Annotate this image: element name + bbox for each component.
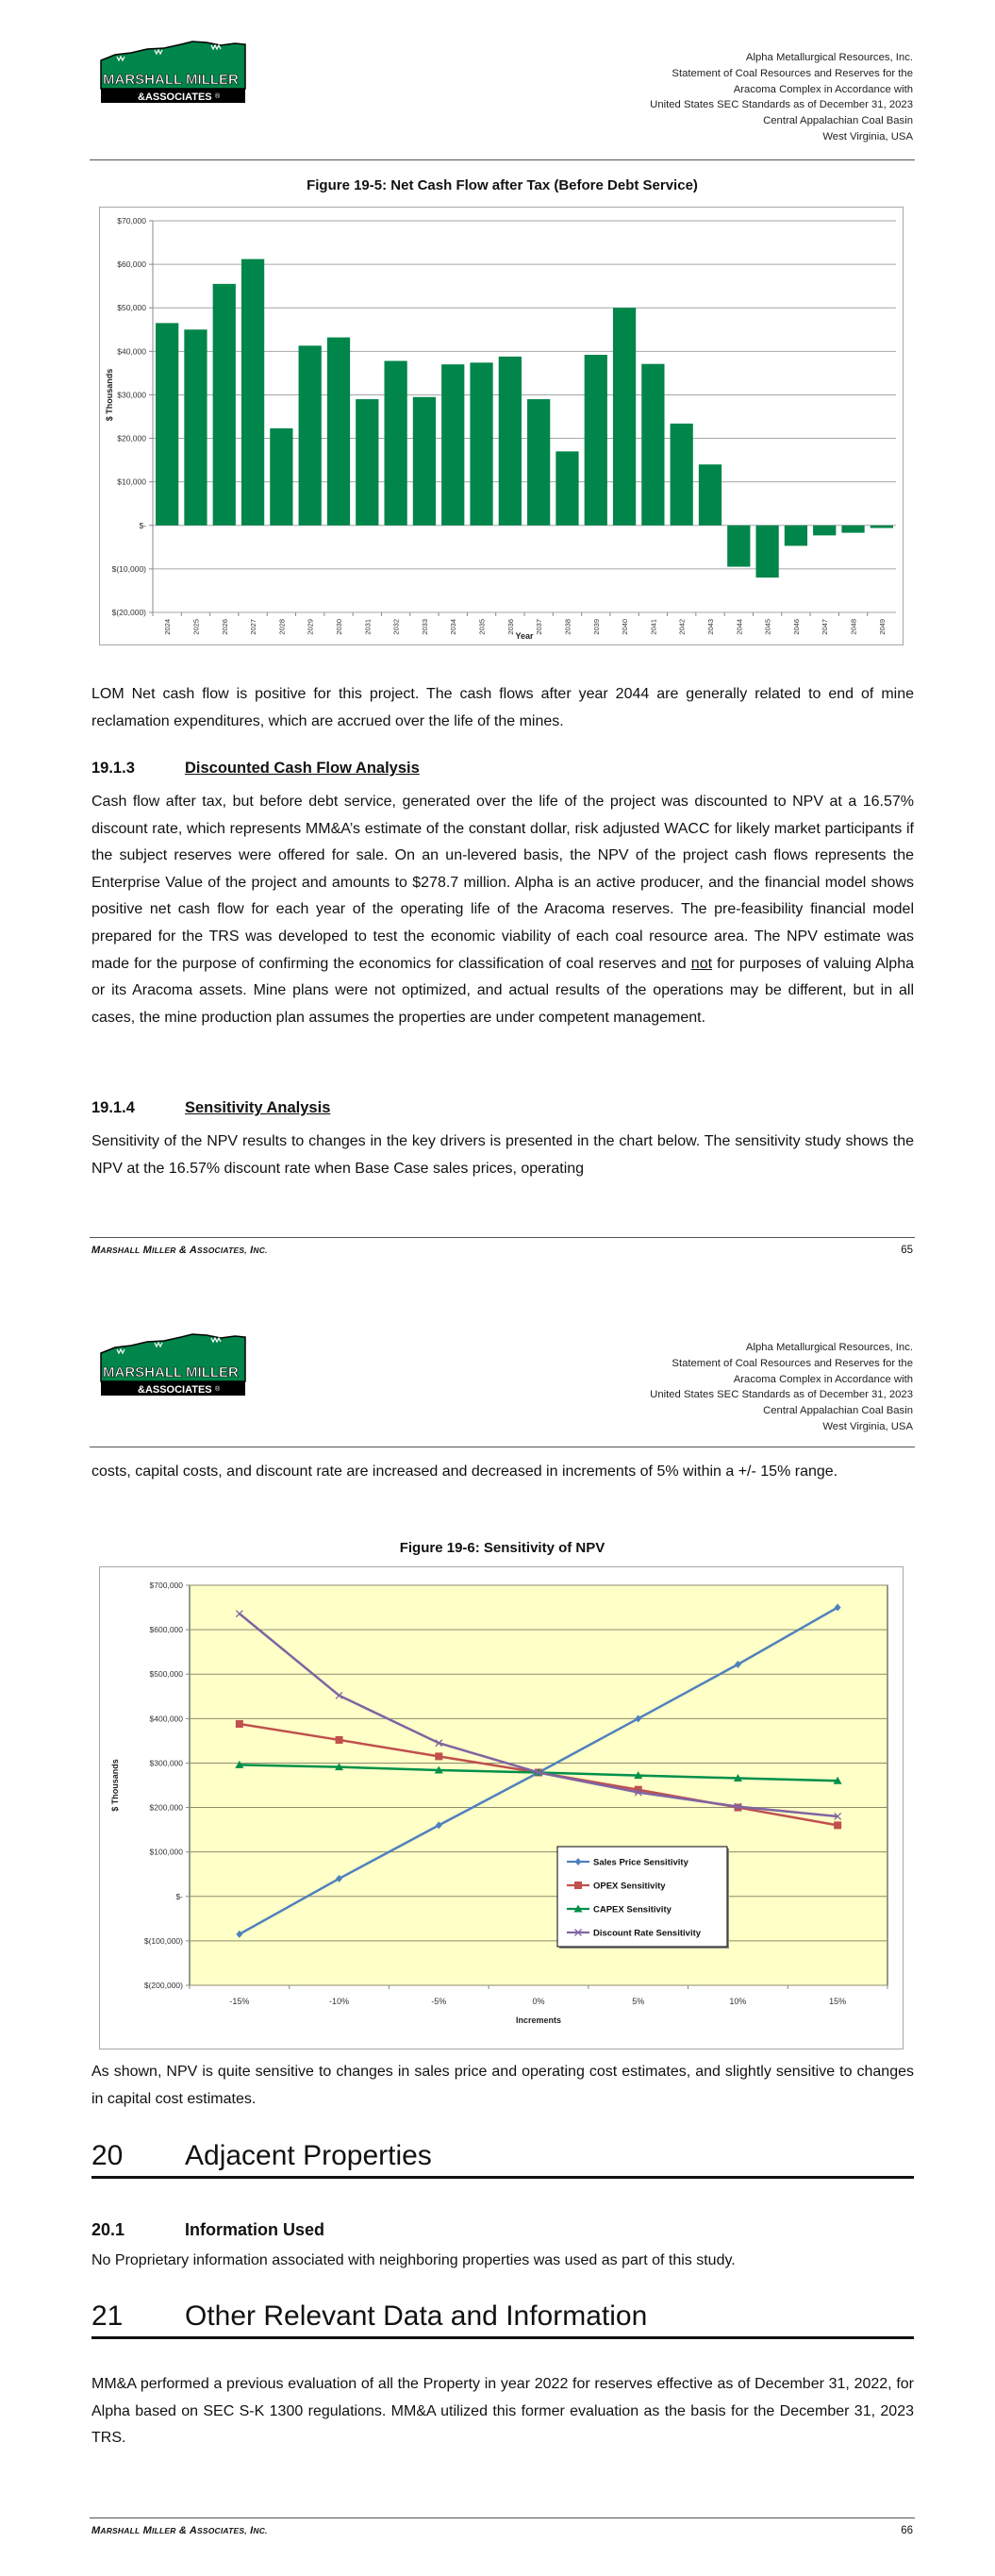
svg-text:$40,000: $40,000 bbox=[117, 346, 146, 357]
paragraph-sensitivity-conclusion: As shown, NPV is quite sensitive to changes in sales price and operating cost estimates, and slightly sensitive to changes in capital cost estimates. bbox=[91, 2064, 914, 2107]
svg-text:2048: 2048 bbox=[849, 619, 858, 635]
svg-text:2036: 2036 bbox=[506, 619, 515, 635]
svg-text:2037: 2037 bbox=[535, 619, 544, 635]
header-line: Central Appalachian Coal Basin bbox=[763, 1405, 913, 1417]
svg-text:Year: Year bbox=[515, 631, 534, 641]
footer-divider bbox=[90, 1237, 915, 1238]
svg-text:2041: 2041 bbox=[649, 619, 658, 635]
page-number: 66 bbox=[901, 2525, 913, 2536]
svg-text:Sales Price Sensitivity: Sales Price Sensitivity bbox=[593, 1857, 688, 1868]
paragraph-information-used: No Proprietary information associated with neighboring properties was used as part of this study. bbox=[91, 2252, 736, 2268]
svg-text:$200,000: $200,000 bbox=[149, 1802, 183, 1813]
svg-text:-5%: -5% bbox=[431, 1997, 447, 2006]
svg-text:OPEX Sensitivity: OPEX Sensitivity bbox=[593, 1881, 666, 1892]
header-line: Central Appalachian Coal Basin bbox=[763, 115, 913, 127]
net-cash-flow-bar-chart bbox=[99, 207, 904, 645]
svg-text:&ASSOCIATES: &ASSOCIATES bbox=[138, 1384, 212, 1396]
svg-text:2031: 2031 bbox=[363, 619, 373, 635]
svg-text:$(10,000): $(10,000) bbox=[111, 563, 146, 574]
page-66 bbox=[0, 1293, 995, 2576]
svg-text:2028: 2028 bbox=[277, 619, 287, 635]
header-company: Alpha Metallurgical Resources, Inc. bbox=[745, 1342, 913, 1353]
header-line: Aracoma Complex in Accordance with bbox=[733, 1373, 913, 1385]
svg-text:Discount Rate Sensitivity: Discount Rate Sensitivity bbox=[593, 1928, 702, 1939]
svg-text:$70,000: $70,000 bbox=[117, 216, 146, 226]
svg-text:2045: 2045 bbox=[763, 619, 772, 635]
svg-text:5%: 5% bbox=[632, 1997, 645, 2006]
document-header bbox=[650, 50, 913, 145]
svg-text:2046: 2046 bbox=[791, 619, 801, 635]
svg-text:2025: 2025 bbox=[191, 619, 201, 635]
heading-20-1: 20.1 Information Used bbox=[91, 2220, 325, 2239]
svg-text:®: ® bbox=[215, 1386, 221, 1393]
header-line: United States SEC Standards as of December 31, 2023 bbox=[650, 1389, 913, 1401]
svg-text:$-: $- bbox=[139, 520, 146, 530]
svg-text:2042: 2042 bbox=[677, 619, 687, 635]
header-line: Statement of Coal Resources and Reserves for the bbox=[672, 67, 913, 79]
document-header bbox=[650, 1340, 913, 1435]
svg-text:$50,000: $50,000 bbox=[117, 303, 146, 313]
marshall-miller-logo bbox=[98, 1332, 247, 1403]
svg-text:2049: 2049 bbox=[877, 619, 887, 635]
svg-text:&ASSOCIATES: &ASSOCIATES bbox=[138, 92, 212, 103]
header-line: Statement of Coal Resources and Reserves for the bbox=[672, 1357, 913, 1369]
npv-sensitivity-line-chart bbox=[99, 1566, 904, 2049]
figure-19-5-title: Figure 19-5: Net Cash Flow after Tax (Before Debt Service) bbox=[307, 177, 698, 193]
svg-text:2034: 2034 bbox=[449, 619, 458, 635]
header-line: West Virginia, USA bbox=[822, 1420, 913, 1432]
svg-text:2027: 2027 bbox=[249, 619, 258, 635]
svg-text:$300,000: $300,000 bbox=[149, 1758, 183, 1768]
paragraph-lom-net-cash-flow: LOM Net cash flow is positive for this project. The cash flows after year 2044 are generally related to end of mine reclamation expenditures, which are accrued over the life of the mines. bbox=[91, 686, 914, 729]
paragraph-other-relevant-data: MM&A performed a previous evaluation of all the Property in year 2022 for reserves effective as of December 31, 2022, for Alpha based on SEC S-K 1300 regulations. MM&A utilized this former evaluation as the basis for the December 31, 2023 TRS. bbox=[91, 2376, 914, 2447]
svg-text:2038: 2038 bbox=[563, 619, 572, 635]
heading-section-21: 21 Other Relevant Data and Information bbox=[91, 2300, 914, 2339]
header-company: Alpha Metallurgical Resources, Inc. bbox=[745, 52, 913, 63]
page-number: 65 bbox=[901, 1245, 913, 1256]
svg-text:2026: 2026 bbox=[220, 619, 229, 635]
paragraph-sensitivity-range: costs, capital costs, and discount rate are increased and decreased in increments of 5% within a +/- 15% range. bbox=[91, 1464, 838, 1480]
svg-text:2044: 2044 bbox=[735, 619, 744, 635]
svg-text:$100,000: $100,000 bbox=[149, 1847, 183, 1857]
svg-text:2032: 2032 bbox=[391, 619, 401, 635]
header-line: United States SEC Standards as of December 31, 2023 bbox=[650, 99, 913, 111]
svg-text:®: ® bbox=[215, 93, 221, 100]
svg-text:-15%: -15% bbox=[229, 1997, 250, 2006]
svg-text:$600,000: $600,000 bbox=[149, 1625, 183, 1635]
footer-company: MARSHALL MILLER & ASSOCIATES, INC. bbox=[91, 1245, 268, 1256]
svg-text:15%: 15% bbox=[829, 1997, 847, 2006]
svg-text:10%: 10% bbox=[729, 1997, 747, 2006]
svg-text:2040: 2040 bbox=[621, 619, 630, 635]
svg-text:$20,000: $20,000 bbox=[117, 433, 146, 443]
svg-text:-10%: -10% bbox=[329, 1997, 350, 2006]
svg-text:2024: 2024 bbox=[163, 619, 173, 635]
svg-text:$-: $- bbox=[175, 1891, 183, 1901]
svg-text:0%: 0% bbox=[532, 1997, 545, 2006]
footer-divider bbox=[90, 2517, 915, 2518]
svg-text:2029: 2029 bbox=[306, 619, 315, 635]
svg-text:$400,000: $400,000 bbox=[149, 1714, 183, 1724]
heading-section-20: 20 Adjacent Properties bbox=[91, 2140, 914, 2179]
svg-text:2030: 2030 bbox=[335, 619, 343, 635]
svg-text:2033: 2033 bbox=[420, 619, 429, 635]
header-line: West Virginia, USA bbox=[822, 130, 913, 142]
header-line: Aracoma Complex in Accordance with bbox=[733, 83, 913, 95]
paragraph-discounted-cash-flow: Cash flow after tax, but before debt service, generated over the life of the project was discounted to NPV at a 16.57% discount rate, which represents MM&A’s estimate of the constant dollar, risk adjusted WACC for likely market participants if the subject reserves were offered for sale. On an un-levered basis, the NPV of the project cash flows represents the Enterprise Value of the project and amounts to $278.7 million. Alpha is an active producer, and the financial model shows positive net cash flow for each year of the operating life of the Aracoma reserves. The pre-feasibility financial model prepared for the TRS was developed to test the economic viability of each coal resource area. The NPV estimate was made for the purpose of confirming the economics for classification of coal reserves and not for purposes of valuing Alpha or its Aracoma assets. Mine plans were not optimized, and actual results of the operations may be different, but in all cases, the mine production plan assumes the properties are under competent management. bbox=[91, 794, 914, 1026]
svg-text:$(100,000): $(100,000) bbox=[143, 1935, 183, 1946]
svg-text:MARSHALL MILLER: MARSHALL MILLER bbox=[103, 1364, 239, 1380]
svg-text:$ Thousands: $ Thousands bbox=[110, 1759, 120, 1812]
svg-text:2039: 2039 bbox=[591, 619, 601, 635]
svg-text:$ Thousands: $ Thousands bbox=[105, 368, 114, 422]
svg-text:CAPEX Sensitivity: CAPEX Sensitivity bbox=[593, 1904, 672, 1915]
figure-19-6-title: Figure 19-6: Sensitivity of NPV bbox=[399, 1540, 605, 1556]
svg-text:$(200,000): $(200,000) bbox=[143, 1981, 183, 1990]
svg-text:$10,000: $10,000 bbox=[117, 477, 146, 487]
svg-text:$700,000: $700,000 bbox=[149, 1581, 183, 1590]
svg-text:2043: 2043 bbox=[706, 619, 715, 635]
header-divider bbox=[90, 159, 915, 160]
svg-text:MARSHALL MILLER: MARSHALL MILLER bbox=[103, 72, 239, 88]
heading-19-1-4: 19.1.4 Sensitivity Analysis bbox=[91, 1099, 331, 1116]
svg-text:Increments: Increments bbox=[515, 2016, 562, 2025]
heading-19-1-3: 19.1.3 Discounted Cash Flow Analysis bbox=[91, 760, 420, 777]
paragraph-sensitivity-intro: Sensitivity of the NPV results to changes in the key drivers is presented in the chart below. The sensitivity study shows the NPV at the 16.57% discount rate when Base Case sales prices, operating bbox=[91, 1133, 914, 1177]
svg-text:2035: 2035 bbox=[477, 619, 487, 635]
svg-text:$30,000: $30,000 bbox=[117, 390, 146, 400]
svg-text:$60,000: $60,000 bbox=[117, 259, 146, 270]
svg-text:$500,000: $500,000 bbox=[149, 1669, 183, 1680]
svg-text:2047: 2047 bbox=[821, 619, 830, 635]
marshall-miller-logo bbox=[98, 40, 247, 110]
svg-text:$(20,000): $(20,000) bbox=[111, 608, 146, 617]
footer-company: MARSHALL MILLER & ASSOCIATES, INC. bbox=[91, 2525, 268, 2536]
